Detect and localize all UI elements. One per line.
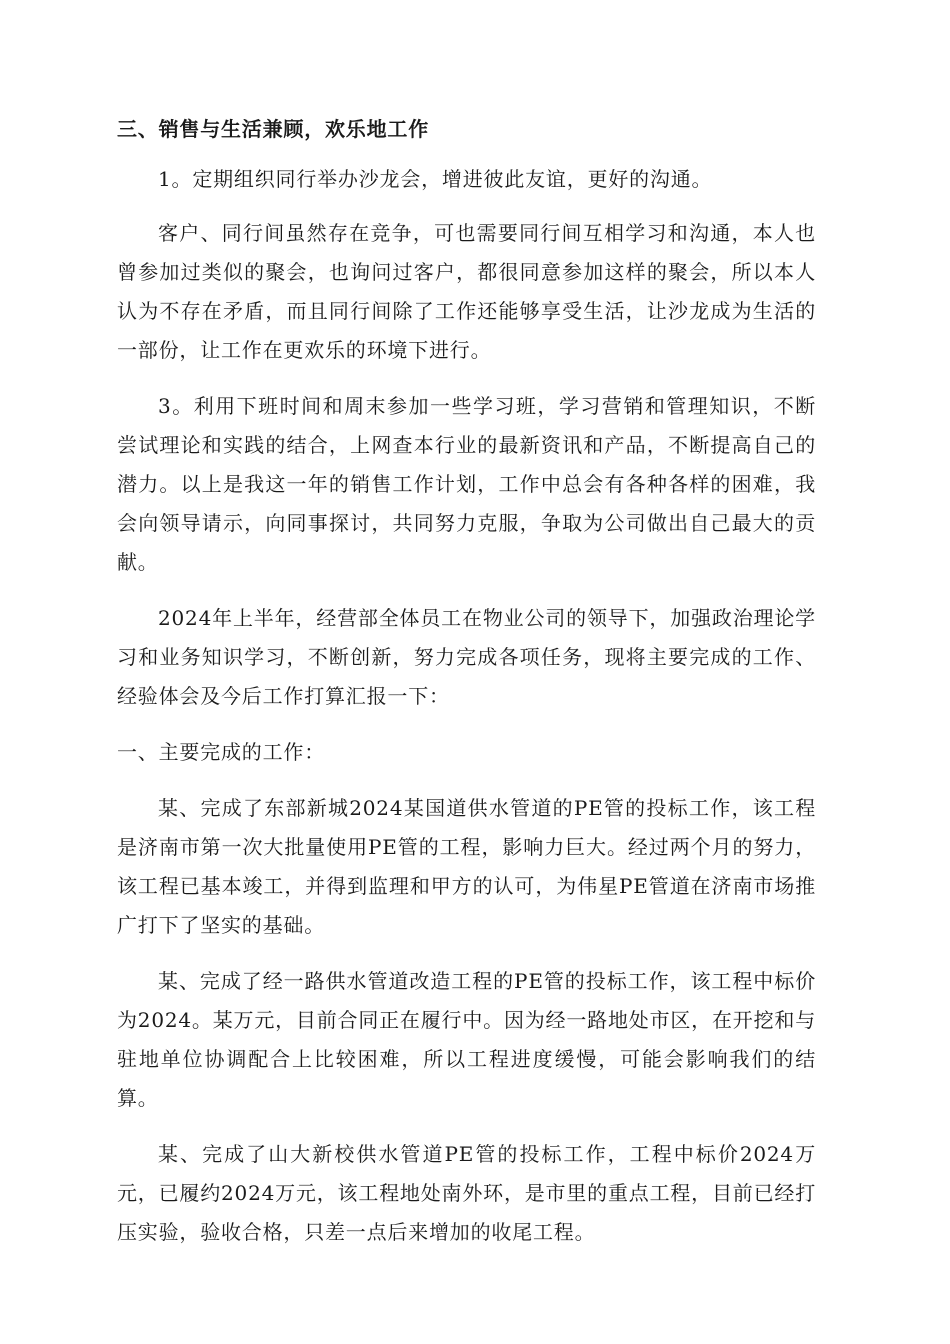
paragraph-report-intro: 2024年上半年，经营部全体员工在物业公司的领导下，加强政治理论学习和业务知识学习，不断创新，努力完成各项任务，现将主要完成的工作、经验体会及今后工作打算汇报一下： bbox=[117, 606, 816, 708]
paragraph-learning: 3。利用下班时间和周末参加一些学习班，学习营销和管理知识，不断尝试理论和实践的结合，上网查本行业的最新资讯和产品，不断提高自己的潜力。以上是我这一年的销售工作计划，工作中总会有各种各样的困难，我会向领导请示，向同事探讨，共同努力克服，争取为公司做出自己最大的贡献。 bbox=[117, 394, 816, 574]
work-item-shanda-campus: 某、完成了山大新校供水管道PE管的投标工作，工程中标价2024万元，已履约2024万元，该工程地处南外环，是市里的重点工程，目前已经打压实验，验收合格，只差一点后来增加的收尾工程。 bbox=[117, 1142, 816, 1244]
work-item-east-city: 某、完成了东部新城2024某国道供水管道的PE管的投标工作，该工程是济南市第一次大批量使用PE管的工程，影响力巨大。经过两个月的努力，该工程已基本竣工，并得到监理和甲方的认可，为伟星PE管道在济南市场推广打下了坚实的基础。 bbox=[117, 796, 816, 937]
section-heading: 三、销售与生活兼顾，欢乐地工作 bbox=[117, 117, 429, 141]
paragraph-salon: 1。定期组织同行举办沙龙会，增进彼此友谊，更好的沟通。 bbox=[158, 167, 713, 191]
work-item-jingyi-road: 某、完成了经一路供水管道改造工程的PE管的投标工作，该工程中标价为2024。某万元，目前合同正在履行中。因为经一路地处市区，在开挖和与驻地单位协调配合上比较困难，所以工程进度缓慢，可能会影响我们的结算。 bbox=[117, 969, 816, 1110]
paragraph-competition: 客户、同行间虽然存在竞争，可也需要同行间互相学习和沟通，本人也曾参加过类似的聚会，也询问过客户，都很同意参加这样的聚会，所以本人认为不存在矛盾，而且同行间除了工作还能够享受生活，让沙龙成为生活的一部份，让工作在更欢乐的环境下进行。 bbox=[117, 221, 816, 362]
subheading-completed-work: 一、主要完成的工作： bbox=[117, 740, 325, 764]
